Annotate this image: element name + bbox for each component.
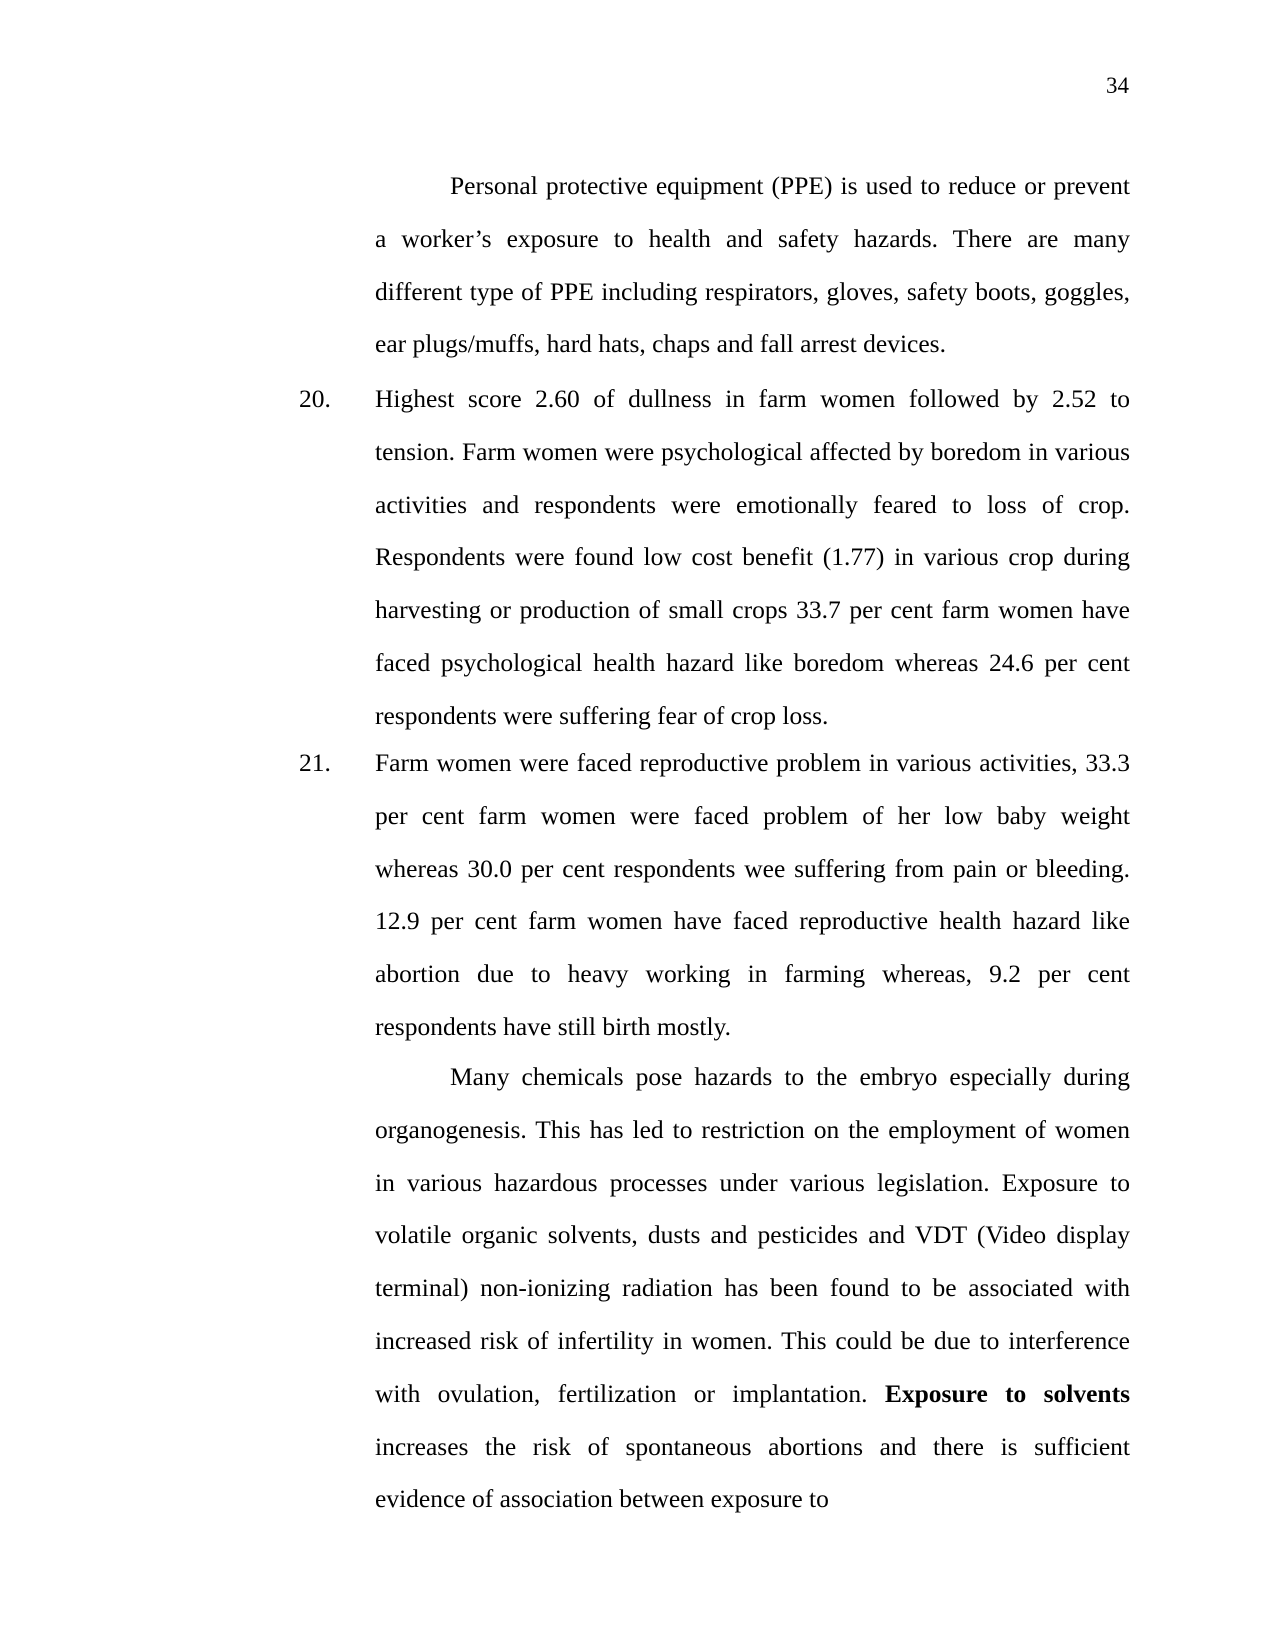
- ppe-paragraph: Personal protective equipment (PPE) is used to reduce or prevent a worker’s exposure to health and safety hazards. There are many different type of PPE including respirators, gloves, safety boots, goggles, ear plugs/muffs, hard hats, chaps and fall arrest devices.: [375, 171, 1130, 359]
- chemicals-text-before: Many chemicals pose hazards to the embryo especially during organogenesis. This has led to restriction on the employment of women in various hazardous processes under various legislation. Exposure to volatile organic solvents, dusts and pesticides and VDT (Video display terminal) non-ionizing radiation has been found to be associated with increased risk of infertility in women. This could be due to interference with ovulation, fertilization or implantation.: [375, 1062, 1130, 1408]
- page-number: 34: [1106, 73, 1129, 98]
- item-20-number: 20.: [299, 384, 331, 413]
- item-21-number: 21.: [299, 748, 331, 777]
- item-20-paragraph: Highest score 2.60 of dullness in farm women followed by 2.52 to tension. Farm women were psychological affected by boredom in various activities and respondents were emotionally feared to loss of crop. Respondents were found low cost benefit (1.77) in various crop during harvesting or production of small crops 33.7 per cent farm women have faced psychological health hazard like boredom whereas 24.6 per cent respondents were suffering fear of crop loss.: [375, 384, 1130, 730]
- chemicals-paragraph: [375, 1051, 1130, 1526]
- chemicals-text-after: increases the risk of spontaneous abortions and there is sufficient evidence of association between exposure to: [375, 1431, 1130, 1514]
- item-21-paragraph: Farm women were faced reproductive problem in various activities, 33.3 per cent farm women were faced problem of her low baby weight whereas 30.0 per cent respondents wee suffering from pain or bleeding. 12.9 per cent farm women have faced reproductive health hazard like abortion due to heavy working in farming whereas, 9.2 per cent respondents have still birth mostly.: [375, 748, 1130, 1041]
- exposure-to-solvents-bold: Exposure to solvents: [884, 1378, 1130, 1408]
